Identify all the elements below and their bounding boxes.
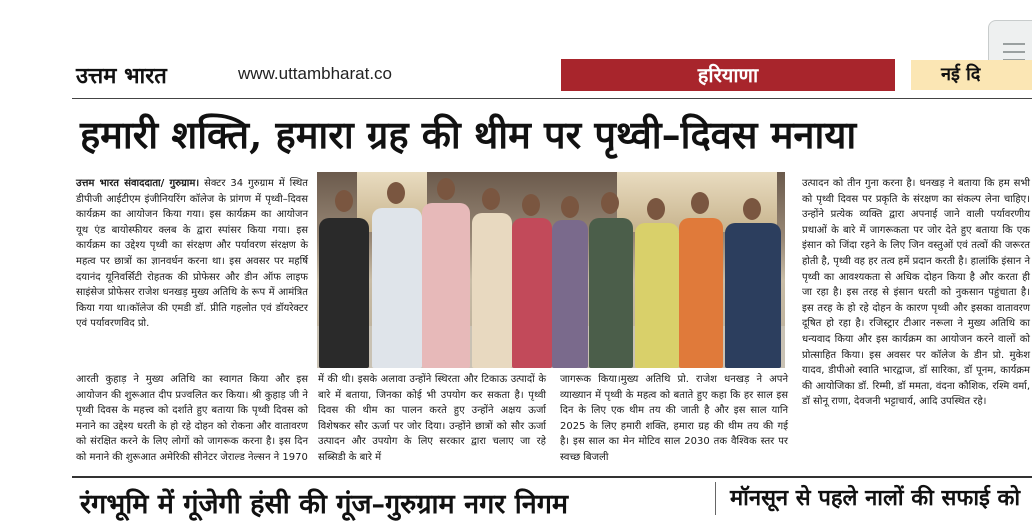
section-label: हरियाणा bbox=[561, 59, 895, 91]
next-headline-right: मॉनसून से पहले नालों की सफाई को bbox=[730, 485, 1021, 511]
photo-person bbox=[512, 218, 552, 368]
article-column-1-bottom bbox=[76, 372, 308, 466]
photo-person bbox=[679, 218, 723, 368]
article-column-4 bbox=[802, 176, 1030, 410]
photo-person-head bbox=[743, 198, 761, 220]
article-column-3 bbox=[560, 372, 788, 466]
grip-line-icon bbox=[1003, 51, 1025, 53]
photo-person-head bbox=[335, 190, 353, 212]
column-divider bbox=[715, 482, 716, 515]
column-text: आरती कुहाड़ ने मुख्य अतिथि का स्वागत किया और इस आयोजन की शुरूआत दीप प्रज्वलित कर किया। श्री कुहाड़ जी ने पृथ्वी दिवस के महत्त्व को दर्शाते हुए बताया कि पृथ्वी दिवस को मनाने का उद्देश्य धरती के हो रहे दोहन को रोकना और वातावरण को संरक्षित करने के लिए लोगों को जागरूक करना है। इस दिन को मनाने की शुरूआत अमेरिकी सीनेटर जेराल्ड नेल्सन ने 1970 bbox=[76, 374, 308, 463]
photo-person bbox=[725, 223, 781, 368]
photo-person bbox=[319, 218, 369, 368]
photo-person-head bbox=[647, 198, 665, 220]
masthead-brand: उत्तम भारत bbox=[76, 64, 167, 89]
column-text: उत्पादन को तीन गुना करना है। धनखड़ ने बताया कि हम सभी को पृथ्वी दिवस पर प्रकृति के संरक्षण का संकल्प लेना चाहिए। उन्होंने प्रत्येक व्यक्ति द्वारा अपनाई जाने वाली पर्यावरणीय प्रथाओं के बारे में जागरूकता पर जोर देते हुए बताया कि एक इंसान को जिंदा रहने के लिए जिन वस्तुओं एवं तत्वों की जरूरत होती है, पृथ्वी वह हर तत्व हमें प्रदान करती है। हालांकि इंसान ने पृथ्वी का आवश्यकता से अधिक दोहन किया है और करता ही जा रहा है। इस तरह से इंसान धरती को नुकसान पहुंचाता है। इस तरह के हो रहे दोहन के कारण पृथ्वी और इसका वातावरण दूषित हो रहा है। रजिस्ट्रार टीआर नरूला ने मुख्य अतिथि का धन्यवाद किया और इस कार्यक्रम का आयोजन करने वालों को प्रोत्साहित किया। इस अवसर पर कॉलेज के डीन प्रो. मुकेश यादव, डीपीओ स्वाति भारद्वाज, डॉ सारिका, डॉ पूनम, कार्यक्रम की आयोजिका डॉ. रिम्मी, डॉ ममता, वंदना कौशिक, रश्मि वर्मा, डॉ सोनू राणा, देवजनी भट्टाचार्य, आदि उपस्थित रहे। bbox=[802, 178, 1030, 408]
photo-person-head bbox=[601, 192, 619, 214]
article-column-2 bbox=[318, 372, 546, 466]
photo-person bbox=[635, 223, 679, 368]
photo-person-head bbox=[387, 182, 405, 204]
column-text: सेक्टर 34 गुरुग्राम में स्थित डीपीजी आईटीएम इंजीनियरिंग कॉलेज के प्रांगण में पृथ्वी–दिवस कार्यक्रम का आयोजन किया गया। इस कार्यक्रम का आयोजन यूथ एंड बायोस्फीयर क्लब के द्वारा स्पांसर किया गया। इस कार्यक्रम का उद्देश्य पृथ्वी का संरक्षण और पर्यावरण संरक्षण के महत्व पर छात्रों का ज्ञानवर्धन करना था। इस अवसर पर महर्षि दयानंद यूनिवर्सिटी रोहतक की प्रोफेसर और डीन ऑफ लाइफ साइंसेज प्रोफेसर राजेश धनखड़ मुख्य अतिथि के रूप में आमंत्रित किया गया था।कॉलेज की एमडी डॉ. प्रीति गहलोत एवं डॉयरेक्टर एवं पर्यावरणविद प्रो. bbox=[76, 178, 309, 330]
photo-person bbox=[589, 218, 633, 368]
next-headline-left: रंगभूमि में गूंजेगी हंसी की गूंज–गुरुग्राम नगर निगम bbox=[80, 489, 569, 520]
photo-person bbox=[422, 203, 470, 368]
photo-person bbox=[472, 213, 512, 368]
photo-person-head bbox=[561, 196, 579, 218]
article-column-1-top bbox=[76, 176, 308, 332]
article-headline: हमारी शक्ति, हमारा ग्रह की थीम पर पृथ्वी–दिवस मनाया bbox=[80, 112, 857, 157]
grip-line-icon bbox=[1003, 43, 1025, 45]
photo-person bbox=[372, 208, 422, 368]
photo-person-head bbox=[437, 178, 455, 200]
masthead-url[interactable]: www.uttambharat.co bbox=[238, 64, 393, 83]
masthead-right-fragment: नई दि bbox=[911, 60, 1032, 90]
photo-person bbox=[552, 220, 588, 368]
event-photo bbox=[317, 172, 785, 368]
photo-person-head bbox=[691, 192, 709, 214]
photo-person-head bbox=[482, 188, 500, 210]
column-text: में की थी। इसके अलावा उन्होंने स्थिरता और टिकाऊ उत्पादों के बारे में बताया, जिनका कोई भी उपयोग कर सकता है। पृथ्वी दिवस की थीम का पालन करते हुए उन्होंने अक्षय ऊर्जा विशेषकर सौर ऊर्जा पर जोर दिया। उन्होंने छात्रों को सौर ऊर्जा उत्पादन और उपयोग के लिए सरकार द्वारा चलाए जा रहे सब्सिडी के बारे में bbox=[318, 374, 546, 463]
footer-rule bbox=[72, 476, 1032, 478]
header-rule bbox=[72, 98, 1032, 99]
column-text: जागरूक किया।मुख्य अतिथि प्रो. राजेश धनखड़ ने अपने व्याख्यान में पृथ्वी के महत्व को बताते हुए कहा कि हर साल इस दिन के लिए एक थीम तय की जाती है और इस साल यानि 2025 के लिए हमारी शक्ति, हमारा ग्रह की थीम तय की गई है। इस साल का मेन मोटिव साल 2030 तक वैश्विक स्तर पर स्वच्छ बिजली bbox=[560, 374, 788, 463]
photo-person-head bbox=[522, 194, 540, 216]
byline: उत्तम भारत संवाददाता/ गुरुग्राम। bbox=[76, 178, 200, 189]
